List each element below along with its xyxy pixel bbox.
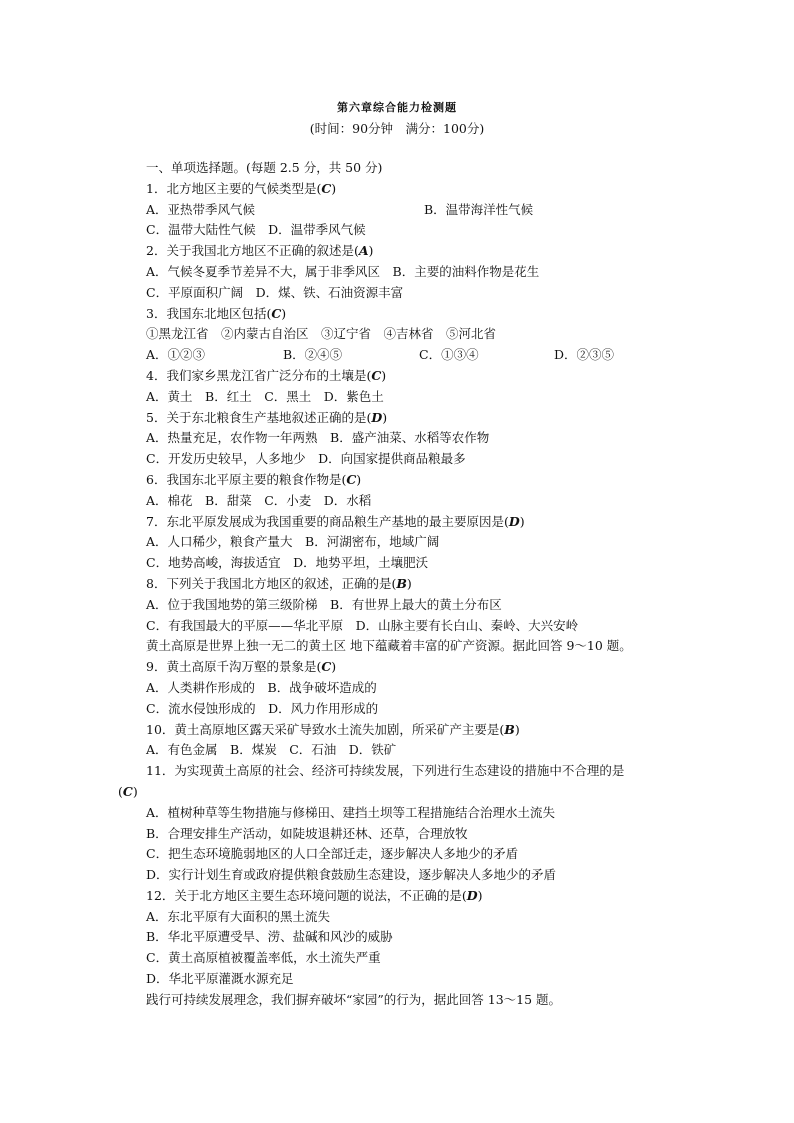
q7-stem: 7．东北平原发展成为我国重要的商品粮生产基地的最主要原因是( <box>146 513 509 529</box>
q3-stem: 3．我国东北地区包括( <box>146 305 272 321</box>
q11-answer: C <box>122 783 133 799</box>
q7-options-cd: C．地势高峻，海拔适宜 D．地势平坦，土壤肥沃 <box>146 555 429 571</box>
q2-options-ab: A．气候冬夏季节差异不大，属于非季风区 B．主要的油料作物是花生 <box>146 263 540 279</box>
q9-options-cd: C．流水侵蚀形成的 D．风力作用形成的 <box>146 700 379 716</box>
q10-answer: B <box>504 721 515 737</box>
q3-answer: C <box>271 305 282 321</box>
q6-close: ) <box>356 471 362 487</box>
question-9 <box>0 657 794 678</box>
question-4 <box>0 366 794 387</box>
q10-stem: 10．黄土高原地区露天采矿导致水土流失加剧，所采矿产主要是( <box>146 721 505 737</box>
question-2 <box>0 241 794 262</box>
q2-close: ) <box>368 243 374 259</box>
q11-option-c: C．把生态环境脆弱地区的人口全部迁走，逐步解决人多地少的矛盾 <box>146 846 519 862</box>
q7-close: ) <box>519 513 525 529</box>
q4-options: A．黄土 B．红土 C．黑土 D．紫色土 <box>146 388 384 404</box>
q3-close: ) <box>281 305 287 321</box>
q8-options-ab: A．位于我国地势的第三级阶梯 B．有世界上最大的黄土分布区 <box>146 596 502 612</box>
question-list <box>0 158 794 1011</box>
section-heading: 一、单项选择题。(每题 2.5 分，共 50 分) <box>146 160 383 175</box>
q6-options: A．棉花 B．甜菜 C．小麦 D．水稻 <box>146 492 372 508</box>
question-7 <box>0 512 794 533</box>
q1-option-b: B．温带海洋性气候 <box>424 201 534 217</box>
question-8 <box>0 574 794 595</box>
q5-stem: 5．关于东北粮食生产基地叙述正确的是( <box>146 409 372 425</box>
q3-option-a: A．①②③ <box>146 347 206 363</box>
q7-options-ab: A．人口稀少，粮食产量大 B．河湖密布，地域广阔 <box>146 534 440 550</box>
q11-option-b: B．合理安排生产活动，如陡坡退耕还林、还草，合理放牧 <box>146 825 468 841</box>
q5-answer: D <box>371 409 383 425</box>
q9-close: ) <box>331 659 337 675</box>
q5-options-ab: A．热量充足，农作物一年两熟 B．盛产油菜、水稻等农作物 <box>146 430 490 446</box>
q3-items: ①黑龙江省 ②内蒙古自治区 ③辽宁省 ④吉林省 ⑤河北省 <box>146 326 497 342</box>
q4-stem: 4．我们家乡黑龙江省广泛分布的土壤是( <box>146 367 372 383</box>
q12-stem: 12．关于北方地区主要生态环境问题的说法，不正确的是( <box>146 887 467 903</box>
page-subtitle: (时间：90分钟 满分：100分) <box>309 121 485 136</box>
q1-stem: 1．北方地区主要的气候类型是( <box>146 180 322 196</box>
question-3 <box>0 304 794 325</box>
passage-intro-9-10: 黄土高原是世界上独一无二的黄土区 地下蕴藏着丰富的矿产资源。据此回答 9～10 题。 <box>146 638 632 654</box>
q11-open: ( <box>118 783 123 799</box>
q1-options-ab <box>0 200 794 221</box>
page-title: 第六章综合能力检测题 <box>337 101 457 114</box>
q1-answer: C <box>321 180 332 196</box>
q4-close: ) <box>381 367 387 383</box>
q2-stem: 2．关于我国北方地区不正确的叙述是( <box>146 243 359 259</box>
q12-option-b: B．华北平原遭受旱、涝、盐碱和风沙的威胁 <box>146 929 393 945</box>
q3-option-d: D．②③⑤ <box>554 347 615 363</box>
q8-close: ) <box>406 575 412 591</box>
q8-options-cd: C．有我国最大的平原——华北平原 D．山脉主要有长白山、秦岭、大兴安岭 <box>146 617 579 633</box>
q7-answer: D <box>508 513 520 529</box>
q11-answer-line <box>0 782 794 803</box>
q9-answer: C <box>321 659 332 675</box>
q3-option-b: B．②④⑤ <box>283 347 343 363</box>
q1-option-a: A．亚热带季风气候 <box>146 201 256 217</box>
q9-stem: 9．黄土高原千沟万壑的景象是( <box>146 659 322 675</box>
q9-options-ab: A．人类耕作形成的 B．战争破坏造成的 <box>146 679 377 695</box>
q8-stem: 8．下列关于我国北方地区的叙述，正确的是( <box>146 575 397 591</box>
question-5 <box>0 408 794 429</box>
q3-options <box>0 345 794 366</box>
q1-options-cd: C．温带大陆性气候 D．温带季风气候 <box>146 222 366 238</box>
q12-option-d: D．华北平原灌溉水源充足 <box>146 971 294 987</box>
q8-answer: B <box>396 575 407 591</box>
q10-close: ) <box>514 721 520 737</box>
q3-option-c: C．①③④ <box>419 347 479 363</box>
q10-options: A．有色金属 B．煤炭 C．石油 D．铁矿 <box>146 742 397 758</box>
q4-answer: C <box>371 367 382 383</box>
q12-option-a: A．东北平原有大面积的黑土流失 <box>146 908 331 924</box>
q6-answer: C <box>346 471 357 487</box>
q11-option-a: A．植树种草等生物措施与修梯田、建挡土坝等工程措施结合治理水土流失 <box>146 804 556 820</box>
q6-stem: 6．我国东北平原主要的粮食作物是( <box>146 471 347 487</box>
q5-close: ) <box>382 409 388 425</box>
question-1 <box>0 179 794 200</box>
q2-options-cd: C．平原面积广阔 D．煤、铁、石油资源丰富 <box>146 284 404 300</box>
question-6 <box>0 470 794 491</box>
q12-answer: D <box>466 887 478 903</box>
q5-options-cd: C．开发历史较早，人多地少 D．向国家提供商品粮最多 <box>146 451 466 467</box>
q11-option-d: D．实行计划生育或政府提供粮食鼓励生态建设，逐步解决人多地少的矛盾 <box>146 867 557 883</box>
question-12 <box>0 886 794 907</box>
q12-close: ) <box>477 887 483 903</box>
q1-close: ) <box>331 180 337 196</box>
question-10 <box>0 720 794 741</box>
q2-answer: A <box>358 243 369 259</box>
question-11: 11．为实现黄土高原的社会、经济可持续发展，下列进行生态建设的措施中不合理的是 <box>146 763 625 779</box>
q11-close: ) <box>132 783 138 799</box>
passage-intro-13-15: 践行可持续发展理念，我们摒弃破坏“家园”的行为，据此回答 13～15 题。 <box>146 991 562 1007</box>
q12-option-c: C．黄土高原植被覆盖率低，水土流失严重 <box>146 950 381 966</box>
